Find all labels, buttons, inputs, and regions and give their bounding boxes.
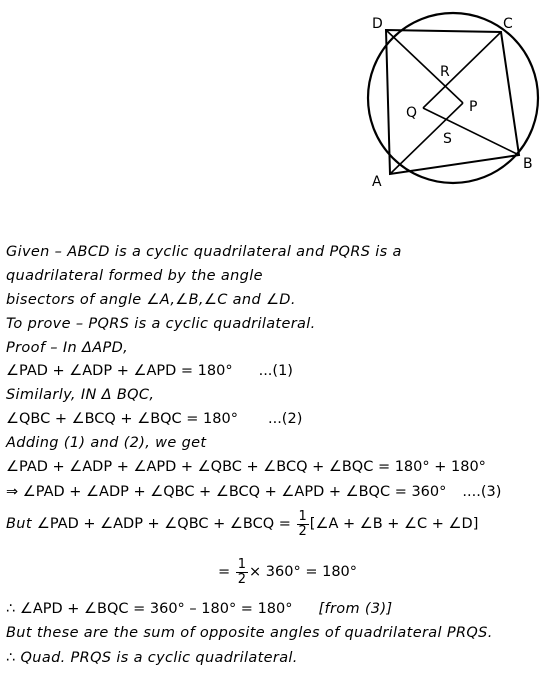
- but-word: But: [6, 516, 37, 532]
- half-sum-lhs: ∠PAD + ∠ADP + ∠QBC + ∠BCQ =: [36, 516, 296, 532]
- fraction-half-2: [236, 558, 248, 587]
- vertex-label-c: C: [503, 16, 513, 32]
- equation-1-ref: ...(1): [258, 363, 293, 379]
- proof-heading: Proof – In ΔAPD,: [6, 340, 129, 356]
- half-of-360-equation: [218, 556, 357, 588]
- vertex-label-p: P: [469, 99, 478, 115]
- vertex-label-q: Q: [406, 105, 418, 121]
- fraction-half: [297, 510, 309, 539]
- fraction-numerator-2: 1: [237, 556, 247, 572]
- vertex-label-r: R: [440, 64, 450, 80]
- equation-2-ref: ...(2): [267, 411, 303, 427]
- half-sum-equation: [6, 508, 478, 540]
- vertex-label-d: D: [372, 16, 383, 32]
- vertex-label-b: B: [523, 156, 533, 172]
- equals-sign: =: [218, 564, 235, 580]
- equation-1-expr: ∠PAD + ∠ADP + ∠APD = 180°: [6, 363, 233, 379]
- cyclic-quadrilateral-figure: [353, 4, 548, 199]
- fraction-denominator-2: 2: [237, 571, 247, 587]
- conclusion-reason: But these are the sum of opposite angles of quadrilateral PRQS.: [6, 625, 493, 641]
- bisector-c: [423, 32, 501, 108]
- vertex-label-a: A: [372, 174, 382, 190]
- sum-equation: ∠PAD + ∠ADP + ∠APD + ∠QBC + ∠BCQ + ∠BQC = 180° + 180°: [6, 459, 486, 475]
- conclusion-statement: ∴ Quad. PRQS is a cyclic quadrilateral.: [6, 650, 298, 666]
- equation-3-expr: ⇒ ∠PAD + ∠ADP + ∠QBC + ∠BCQ + ∠APD + ∠BQC = 360°: [6, 484, 447, 500]
- similarly-line: Similarly, IN Δ BQC,: [6, 387, 155, 403]
- equation-3: [6, 482, 501, 502]
- therefore-expr: ∴ ∠APD + ∠BQC = 360° – 180° = 180°: [6, 601, 293, 617]
- to-prove-statement: To prove – PQRS is a cyclic quadrilateral.: [6, 316, 316, 332]
- half-of-360-result: × 360° = 180°: [249, 564, 358, 580]
- therefore-equation: [6, 599, 393, 619]
- vertex-label-s: S: [443, 131, 452, 147]
- equation-2: [6, 409, 302, 429]
- circumcircle: [368, 13, 538, 183]
- equation-1: [6, 361, 293, 381]
- equation-3-ref: ....(3): [462, 484, 502, 500]
- fraction-denominator: 2: [298, 523, 307, 539]
- therefore-ref: [from (3)]: [318, 601, 393, 617]
- fraction-numerator: 1: [298, 508, 307, 524]
- quadrilateral-abcd: [386, 30, 519, 174]
- given-statement: Given – ABCD is a cyclic quadrilateral and PQRS is a: [6, 244, 402, 260]
- equation-2-expr: ∠QBC + ∠BCQ + ∠BQC = 180°: [6, 411, 238, 427]
- bisector-a: [390, 103, 463, 174]
- adding-line: Adding (1) and (2), we get: [6, 435, 207, 451]
- bisector-d: [386, 30, 463, 103]
- bisector-b: [423, 108, 519, 155]
- given-statement-angles: bisectors of angle ∠A,∠B,∠C and ∠D.: [6, 292, 296, 308]
- half-sum-rhs: [∠A + ∠B + ∠C + ∠D]: [309, 516, 479, 532]
- given-statement-cont: quadrilateral formed by the angle: [6, 268, 263, 284]
